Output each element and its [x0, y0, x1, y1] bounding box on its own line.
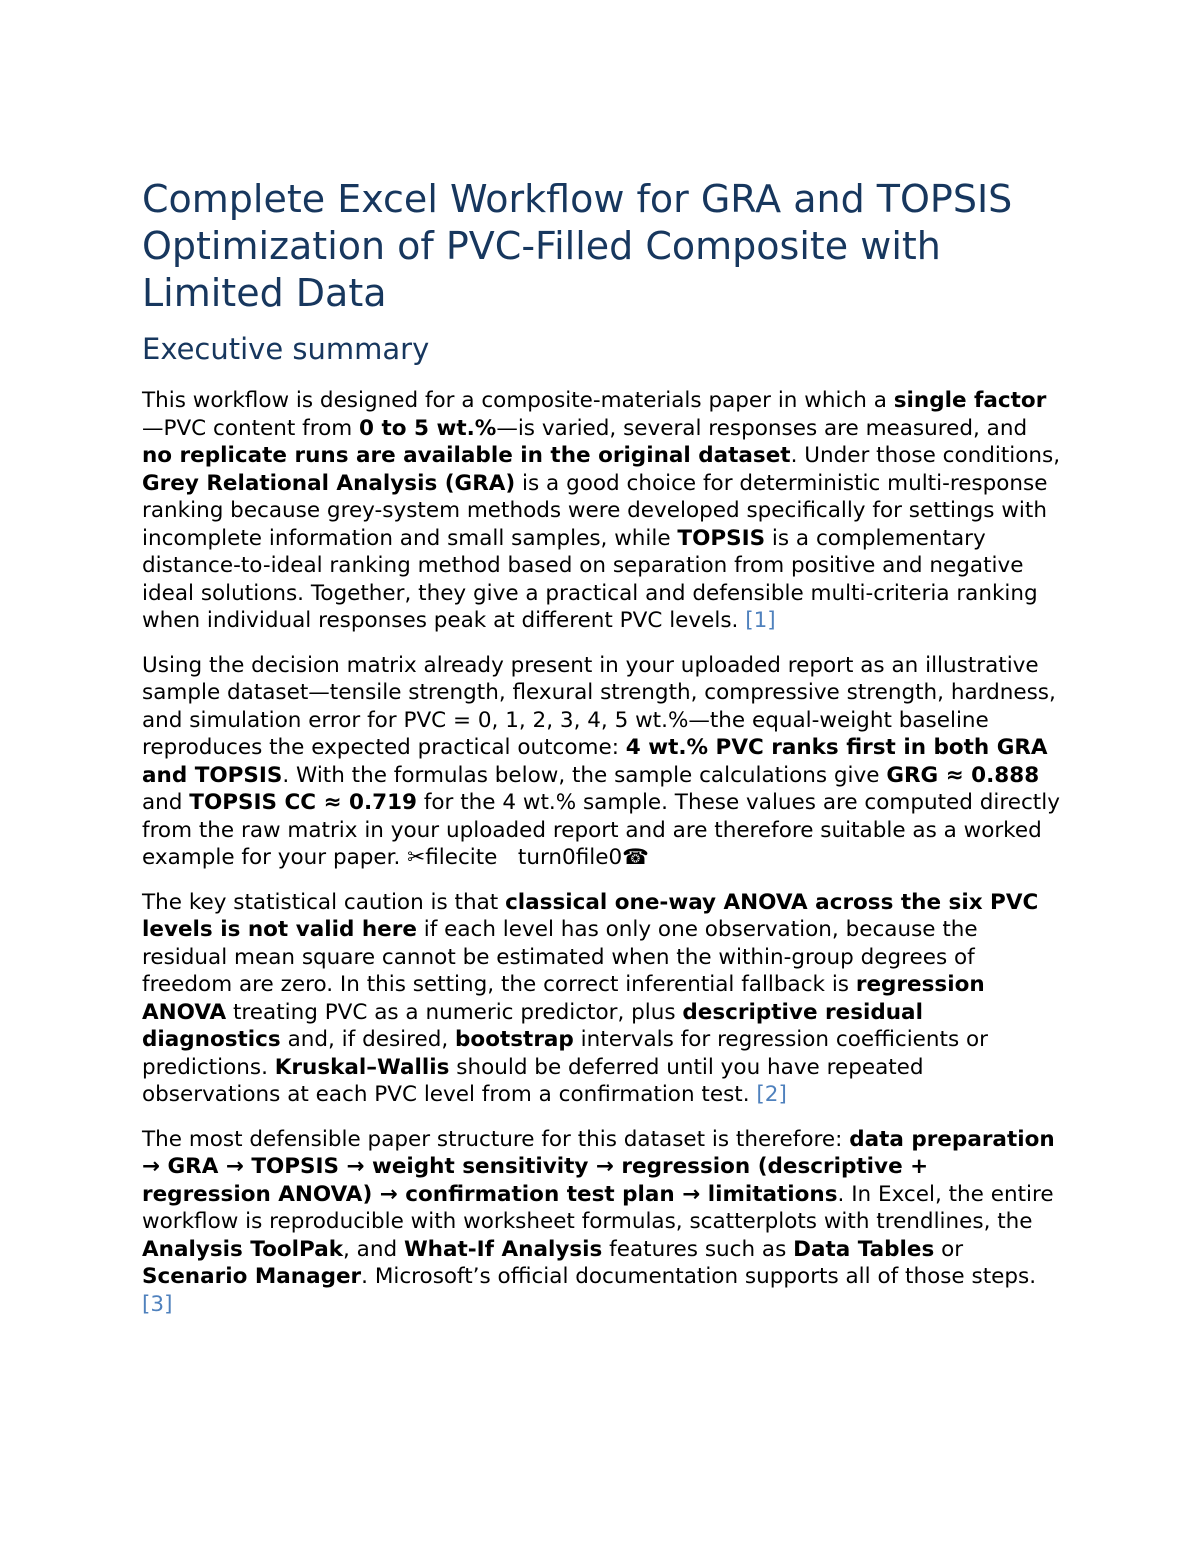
text-run: . In Excel, the entire workflow is reproducible with worksheet formulas, scatterplots with trendlines, the [142, 1181, 1054, 1234]
bold-text: single factor [893, 388, 1047, 413]
text-run: This workflow is designed for a composite-materials paper in which a [142, 388, 894, 413]
citation-link[interactable]: [2] [756, 1082, 787, 1107]
bold-text: Kruskal–Wallis [274, 1054, 450, 1080]
text-run: features such as [602, 1236, 794, 1262]
text-run: . With the formulas below, the sample calculations give [282, 762, 887, 788]
text-run: and [142, 790, 190, 815]
document-title: Complete Excel Workflow for GRA and TOPSIS Optimization of PVC-Filled Composite with Limited Data [142, 177, 1013, 315]
text-run: and, if desired, [280, 1027, 456, 1052]
bold-text: bootstrap [455, 1027, 574, 1052]
bold-text: 4 wt.% PVC ranks first in both GRA and TOPSIS [142, 735, 1048, 788]
bold-text: Grey Relational Analysis (GRA) [142, 470, 516, 496]
text-run: , and [343, 1236, 404, 1262]
text-run: is a good choice for deterministic multi-response ranking because grey-system methods were developed specifically for settings with incomplete information and small samples, while [142, 470, 1048, 551]
bold-text: GRG ≈ 0.888 [886, 762, 1040, 788]
text-run: The key statistical caution is that [142, 889, 506, 915]
bold-text: TOPSIS [677, 525, 766, 551]
citation-link[interactable]: [1] [745, 608, 776, 633]
text-run: for the 4 wt.% sample. These values are computed directly from the raw matrix in your uploaded report and are therefore suitable as a worked example for your paper. ✂filecite turn0file0☎ [142, 790, 1060, 870]
bold-text: Analysis ToolPak [142, 1236, 343, 1262]
bold-text: What-If Analysis [403, 1236, 603, 1262]
bold-text: 0 to 5 wt.% [359, 415, 497, 441]
text-run: if each level has only one observation, because the residual mean square cannot be estimated when the within-group degrees of freedom are zero. In this setting, the correct inferential fallback is [142, 917, 978, 997]
body-paragraph [142, 387, 1062, 635]
bold-text: classical one-way ANOVA across the six PVC levels is not valid here [142, 889, 1039, 942]
text-run: should be deferred until you have repeated observations at each PVC level from a confirmation test. [142, 1054, 924, 1107]
text-run: treating PVC as a numeric predictor, plus [226, 999, 683, 1025]
text-run: —PVC content from [142, 415, 360, 441]
bold-text: no replicate runs are available in the original dataset [142, 443, 791, 468]
text-run: —is varied, several responses are measured, and [496, 415, 1028, 441]
text-run: The most defensible paper structure for this dataset is therefore: [142, 1126, 850, 1152]
document-body [142, 176, 1062, 1335]
bold-text: data preparation → GRA → TOPSIS → weight sensitivity → regression (descriptive + regression ANOVA) → confirmation test plan → limitations [142, 1126, 1055, 1207]
bold-text: descriptive residual diagnostics [142, 999, 923, 1052]
text-run: . Under those conditions, [790, 443, 1061, 468]
section-heading: Executive summary [142, 332, 430, 366]
text-run: is a complementary distance-to-ideal ranking method based on separation from positive and negative ideal solutions. Together, they give a practical and defensible multi-criteria ranking when individual responses peak at different PVC levels. [142, 525, 1038, 633]
body-paragraph [142, 889, 1062, 1109]
text-run: intervals for regression coefficients or predictions. [142, 1027, 988, 1080]
body-paragraph [142, 1126, 1062, 1319]
bold-text: TOPSIS CC ≈ 0.719 [189, 790, 417, 815]
bold-text: Scenario Manager [142, 1264, 362, 1289]
text-run: Using the decision matrix already present in your uploaded report as an illustrative sample dataset—tensile strength, flexural strength, compressive strength, hardness, and simulation error for PVC = 0, 1, 2, 3, 4, 5 wt.%—the equal-weight baseline reproduces the expected practical outcome: [142, 652, 1056, 760]
paragraph-list [142, 387, 1062, 1318]
citation-link[interactable]: [3] [142, 1291, 173, 1317]
bold-text: regression ANOVA [142, 972, 985, 1025]
text-run: or [934, 1236, 964, 1262]
bold-text: Data Tables [793, 1236, 935, 1262]
text-run: . Microsoft’s official documentation supports all of those steps. [361, 1264, 1037, 1289]
body-paragraph [142, 652, 1062, 872]
